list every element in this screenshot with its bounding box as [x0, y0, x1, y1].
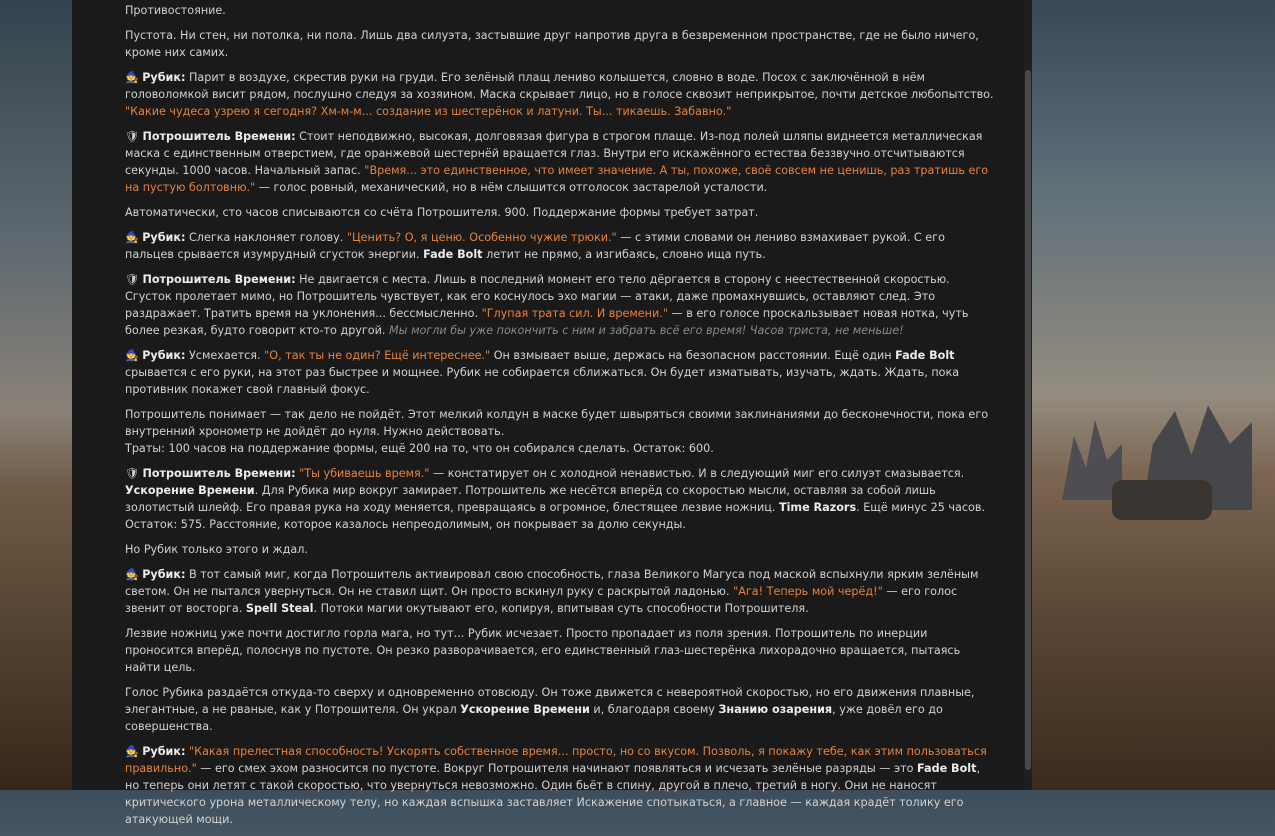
speaker-icon: 🧙 [125, 745, 143, 758]
plain-text: В тот самый миг, когда Потрошитель активировал свою способность, глаза Великого Магуса под маской вспыхнули ярким зелёным светом. Он не пытался увернуться. Он не ставил щит. Он просто вскинул руку с раскрытой ладонью. [125, 568, 979, 598]
bold-text: Ускорение Времени [125, 484, 255, 497]
bold-text: Рубик: [142, 231, 186, 244]
speaker-icon: 🧙 [125, 71, 143, 84]
speaker-icon: 🧙 [125, 349, 143, 362]
story-paragraph [125, 27, 995, 61]
bold-text: Ускорение Времени [460, 703, 590, 716]
plain-text: и, благодаря своему [589, 703, 719, 716]
scrollbar[interactable] [1024, 0, 1032, 790]
story-paragraph [125, 347, 995, 398]
plain-text: — констатирует он с холодной ненавистью. И в следующий миг его силуэт смазывается. [429, 467, 965, 480]
speaker-icon: 🛡 [125, 273, 143, 286]
plain-text: Лезвие ножниц уже почти достигло горла мага, но тут... Рубик исчезает. Просто пропадает из поля зрения. Потрошитель по инерции проносится вперёд, полоснув по пустоте. Он резко разворачивается, его единственный глаз-шестерёнка лихорадочно вращается, пытаясь найти цель. [125, 627, 961, 674]
bold-text: Time Razors [778, 501, 857, 514]
bold-text: Fade Bolt [917, 762, 977, 775]
bold-text: Рубик: [142, 568, 186, 581]
quote-text: "Ага! Теперь мой черёд!" [733, 585, 883, 598]
plain-text: . Потоки магии окутывают его, копируя, впитывая суть способности Потрошителя. [313, 602, 809, 615]
story-paragraph [125, 566, 995, 617]
bold-text: Fade Bolt [895, 349, 955, 362]
bold-text: Рубик: [142, 745, 186, 758]
plain-text: — голос ровный, механический, но в нём слышится отголосок застарелой усталости. [255, 181, 768, 194]
story-paragraph [125, 271, 995, 339]
quote-text: "Ценить? О, я ценю. Особенно чужие трюки." [346, 231, 617, 244]
story-paragraph [125, 69, 995, 120]
story-paragraph [125, 625, 995, 676]
bold-text: Рубик: [142, 71, 186, 84]
plain-text: Но Рубик только этого и ждал. [125, 543, 308, 556]
plain-text: — с этими словами он лениво взмахивает рукой. С его пальцев срывается изумрудный сгусток энергии. [125, 231, 945, 261]
story-paragraph [125, 684, 995, 735]
story-paragraph [125, 229, 995, 263]
quote-text: "Какая прелестная способность! Ускорять собственное время... просто, но со вкусом. Позволь, я покажу тебе, как этим пользоваться правильно." [125, 745, 987, 775]
plain-text: Парит в воздухе, скрестив руки на груди. Его зелёный плащ лениво колышется, словно в воде. Посох с заключённой в нём головоломкой висит рядом, послушно следуя за хозяином. Маска скрывает лицо, но в голосе сквозит неприкрытое, почти детское любопытство. [125, 71, 994, 101]
plain-text: срывается с его руки, на этот раз быстрее и мощнее. Рубик не собирается сближаться. Он будет изматывать, изучать, ждать. Ждать, пока противник покажет свой главный фокус. [125, 366, 960, 396]
quote-text: "О, так ты не один? Ещё интереснее." [264, 349, 491, 362]
plain-text: летит не прямо, а изгибаясь, словно ища путь. [482, 248, 766, 261]
plain-text: Слегка наклоняет голову. [185, 231, 347, 244]
plain-text: Потрошитель понимает — так дело не пойдёт. Этот мелкий колдун в маске будет швыряться своими заклинаниями до бесконечности, пока его внутренний хронометр не дойдёт до нуля. Нужно действовать. [125, 408, 989, 438]
bold-text: Spell Steal [245, 602, 314, 615]
plain-text: — в его голосе проскальзывает новая нотка, чуть более резкая, будто говорит кто-то другой. [125, 307, 969, 337]
plain-text: . Для Рубика мир вокруг замирает. Потрошитель же несётся вперёд со скоростью мысли, оставляя за собой лишь золотистый шлейф. Его правая рука на ходу меняется, превращаясь в огромное, блестящее лезвие ножниц. [125, 484, 936, 514]
plain-text: . Ещё минус 25 часов. Остаток: 575. Расстояние, которое казалось непреодолимым, он покрывает за долю секунды. [125, 501, 986, 531]
bold-text: Потрошитель Времени: [142, 467, 296, 480]
bold-text: Fade Bolt [423, 248, 483, 261]
story-paragraph [125, 2, 995, 19]
speaker-icon: 🛡 [125, 467, 143, 480]
bold-text: Знанию озарения [718, 703, 833, 716]
bold-text: Потрошитель Времени: [142, 130, 296, 143]
quote-text: "Ты убиваешь время." [299, 467, 430, 480]
background-rock [1112, 480, 1212, 520]
story-paragraph [125, 128, 995, 196]
plain-text: , но теперь они летят с такой скоростью, что увернуться невозможно. Один бьёт в спину, другой в плечо, третий в ногу. Они не наносят критического урона металлическому телу, но каждая вспышка заставляет Искажение спотыкаться, а главное — каждая крадёт толику его атакующей мощи. [125, 762, 981, 826]
thought-text: Мы могли бы уже покончить с ним и забрать всё его время! Часов триста, не меньше! [389, 324, 904, 337]
quote-text: "Какие чудеса узрею я сегодня? Хм-м-м... создание из шестерёнок и латуни. Ты... тикаешь. Забавно." [125, 105, 732, 118]
plain-text: Автоматически, сто часов списываются со счёта Потрошителя. 900. Поддержание формы требует затрат. [125, 206, 759, 219]
background-right [1032, 0, 1275, 790]
plain-text: , уже довёл его до совершенства. [125, 703, 943, 733]
chat-panel[interactable] [72, 0, 1032, 826]
plain-text: Он взмывает выше, держась на безопасном расстоянии. Ещё один [490, 349, 896, 362]
speaker-icon: 🧙 [125, 568, 143, 581]
plain-text: Не двигается с места. Лишь в последний момент его тело дёргается в сторону с неестественной скоростью. Сгусток пролетает мимо, но Потрошитель чувствует, как его коснулось эхо магии — атаки, даже промахнувшись, оставляют след. Это раздражает. Тратить время на уклонения... бессмысленно. [125, 273, 950, 320]
scrollbar-thumb[interactable] [1025, 70, 1031, 770]
story-paragraph [125, 541, 995, 558]
bold-text: Рубик: [142, 349, 186, 362]
speaker-icon: 🛡 [125, 130, 143, 143]
story-paragraph [125, 743, 995, 828]
plain-text: Стоит неподвижно, высокая, долговязая фигура в строгом плаще. Из-под полей шляпы виднеется металлическая маска с единственным отверстием, где оранжевой шестернёй вращается глаз. Внутри его искажённого естества беззвучно отсчитываются секунды. 1000 часов. Начальный запас. [125, 130, 983, 177]
plain-text: — его голос звенит от восторга. [125, 585, 958, 615]
speaker-icon: 🧙 [125, 231, 143, 244]
story-paragraph [125, 406, 995, 457]
quote-text: "Глупая трата сил. И времени." [481, 307, 668, 320]
quote-text: "Время... это единственное, что имеет значение. А ты, похоже, своё совсем не ценишь, раз тратишь его на пустую болтовню." [125, 164, 989, 194]
plain-text: — его смех эхом разносится по пустоте. Вокруг Потрошителя начинают появляться и исчезать зелёные разряды — это [196, 762, 918, 775]
plain-text: Голос Рубика раздаётся откуда-то сверху и одновременно отовсюду. Он тоже движется с невероятной скоростью, но его движения плавные, элегантные, а не рваные, как у Потрошителя. Он украл [125, 686, 975, 716]
story-paragraph [125, 204, 995, 221]
plain-text: Противостояние. [125, 4, 226, 17]
plain-text: Пустота. Ни стен, ни потолка, ни пола. Лишь два силуэта, застывшие друг напротив друга в безвременном пространстве, где не было ничего, кроме них самих. [125, 29, 979, 59]
story-content [125, 2, 995, 836]
background-left [0, 0, 72, 790]
story-paragraph [125, 465, 995, 533]
plain-text: Усмехается. [185, 349, 265, 362]
plain-text: Траты: 100 часов на поддержание формы, ещё 200 на то, что он собирался сделать. Остаток: 600. [125, 442, 714, 455]
bold-text: Потрошитель Времени: [142, 273, 296, 286]
